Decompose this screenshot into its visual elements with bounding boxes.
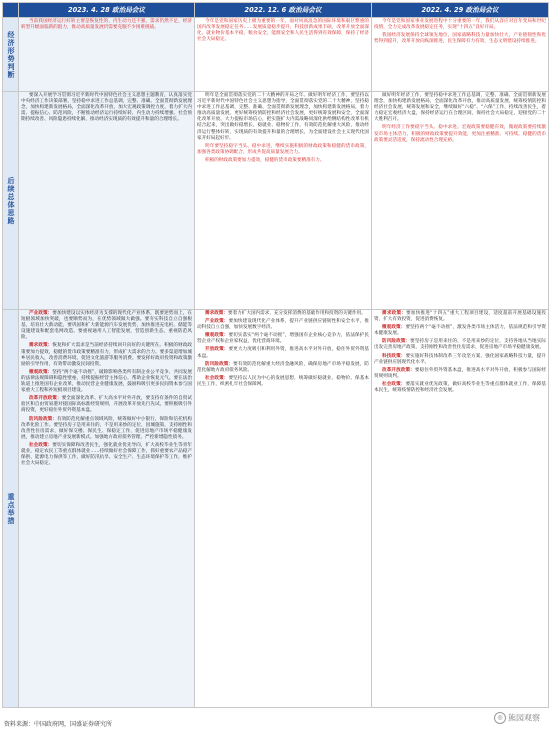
paragraph-text: 要切实保障和改善民生，强化就业优先导向，扩大高校毕业生等青年就业，稳定农民工等重点群体就业……持续做好社会保障工作，抓好重要农产品稳产保供、能源电力保供等工作，做好防汛抗旱、安全生产、生态环境保护等工作，维护社会大局稳定。 [21, 442, 192, 467]
paragraph-text: 当前我国经济运行好转主要是恢复性的，内生动力还不强，需求仍然不足，经济转型升级面临新的阻力，推动高质量发展仍需要克服不少困难挑战。 [21, 19, 192, 31]
paragraph-text: 积极的财政政策要加力提效，稳健的货币政策要精准有力。 [205, 157, 325, 163]
paragraph-text: 要深入开展学习贯彻习近平新时代中国特色社会主义思想主题教育，认真落实党中央经济工作决策部署，坚持稳中求进工作总基调，完整、准确、全面贯彻新发展理念，加快构建新发展格局，全面深化改革开放，加大宏观政策调控力度，着力扩大内需、提振信心、防范风险，不断推动经济运行持续好转、内生动力持续增强、社会预期持续改善、风险隐患持续化解，推动经济实现质的有效提升和量的合理增长。 [21, 93, 192, 123]
watermark [494, 712, 540, 724]
policy-label: 需求政策： [29, 343, 53, 349]
policy-label: 防风险政策： [382, 339, 411, 345]
paragraph-text: 我国经济发展保持全球领先地位，国家战略科技力量加快壮大，产业链韧性和优势得到提升，改革开放向纵深推进，民生保障有力有效，生态文明建设持续推进。 [374, 33, 546, 45]
paragraph-text: 恢复和扩大需求是当前经济持续回升向好的关键所在。积极的财政政策要加力提效，稳健的货币政策要精准有力，形成扩大需求的合力。要多渠道增加城乡居民收入，改善消费环境，促进文化旅游等服务消费。要发挥好政府投资和政策激励的引导作用，有效带动激发民间投资。 [21, 343, 192, 367]
paragraph [374, 19, 546, 31]
paragraph [197, 376, 369, 388]
paragraph-text: 今年是党和国家事业发展进程中十分重要的一年，我们从容应对百年变局和世纪疫情，全力完成改革发展稳定任务，实现“十四五”良好开局。 [374, 19, 546, 31]
wechat-logo-icon: ◎ [494, 712, 506, 724]
policy-label: 需求政策： [382, 311, 407, 316]
paragraph-text: 要加快推进“十四五”重大工程项目建设，适度超前开展基础设施投资，扩大有效投资，促进消费恢复。 [374, 311, 546, 323]
paragraph [374, 354, 546, 366]
paragraph [374, 125, 546, 143]
cell-c3 [372, 18, 549, 92]
source-note: 资料来源：中国政府网，国盛证券研究所 [4, 721, 113, 728]
table-row [3, 92, 549, 310]
policy-label: 改革开放政策： [29, 396, 62, 402]
comparison-table [2, 2, 549, 708]
table-body [3, 18, 549, 708]
paragraph [197, 333, 369, 345]
header-col-2022-12-06: 2022. 12. 6 政治局会议 [195, 3, 372, 18]
paragraph-text: 明年是全面贯彻落实党的二十大精神的开局之年。做好明年经济工作，要坚持以习近平新时代中国特色社会主义思想为指导，全面贯彻落实党的二十大精神，坚持稳中求进工作总基调，完整、准确、全面贯彻新发展理念，加快构建新发展格局，着力推动高质量发展，更好统筹疫情防控和经济社会发展，更好统筹发展和安全，全面深化改革开放，大力提振市场信心，把实施扩大内需战略同深化供给侧结构性改革有机结合起来，突出做好稳增长、稳就业、稳物价工作，有效防范化解重大风险，推动经济运行整体好转，实现质的有效提升和量的合理增长，为全面建设社会主义现代化国家开好局起好步。 [197, 93, 369, 141]
policy-label: 产业政策： [205, 319, 229, 325]
cell-c2 [195, 18, 372, 92]
paragraph-text: 要全面深化改革、扩大高水平对外开放，要支持有条件的自贸试验区和自由贸易港对接国际高标准经贸规则，开展改革开放先行先试。要积极吸引外商投资，更好稳住外贸外资基本盘。 [21, 396, 192, 414]
policy-label: 防风险政策： [29, 416, 57, 422]
header-col-2023-04-28: 2023. 4. 28 政治局会议 [19, 3, 195, 18]
paragraph [374, 339, 546, 351]
paragraph-text: 今年是党和国家历史上极为重要的一年，面对风高浪急的国际环境和艰巨繁重的国内改革发展稳定任务……发展质量稳步提升，科技创新成果丰硕，改革开放全面深化，就业物价基本平稳，粮食安全、能源安全和人民生活得到有效保障，保持了经济社会大局稳定。 [197, 19, 369, 43]
table-row [3, 310, 549, 708]
row-category: 重点举措 [3, 310, 19, 708]
paragraph-text: 要更大力度吸引和利用外资，推进高水平对外开放，稳住外贸外资基本盘。 [197, 347, 369, 359]
policy-label: 社会政策： [382, 381, 406, 387]
paragraph-text: 要实施好科技体制改革三年攻坚方案，强化国家战略科技力量，提升产业链供应链现代化水平。 [374, 353, 546, 365]
paragraph-text: 明年要坚持稳字当头、稳中求进，继续实施积极的财政政策和稳健的货币政策，加强各类政策协调配合，形成共促高质量发展合力。 [197, 143, 369, 155]
paragraph-text: 坚持“两个毫不动摇”，破除影响各类所有制企业公平竞争、共同发展的法律法规障碍和隐性壁垒，持续提振经营主体信心，帮助企业恢复元气。要在法治轨道上推进国有企业改革，推动民营企业健康发展，鼓励和吸引更多民间资本参与国家重大工程和补短板项目建设。 [21, 369, 192, 394]
paragraph [197, 319, 369, 331]
paragraph [197, 158, 369, 164]
cell-c1 [19, 310, 195, 708]
paragraph [374, 368, 546, 380]
policy-label: 防风险政策： [205, 361, 234, 367]
paragraph-text: 明年经济工作要稳字当头、稳中求进。宏观政策要稳健有效，微观政策要持续激发市场主体活力。积极的财政政策要提升效能，更加注重精准、可持续。稳健的货币政策要灵活适度，保持流动性合理充裕。 [374, 125, 546, 143]
policy-label: 社会政策： [29, 442, 53, 448]
policy-label: 科技政策： [382, 353, 406, 359]
paragraph [21, 311, 192, 341]
policy-label: 需求政策： [205, 311, 228, 316]
paragraph-text: 要坚持两个“毫不动摇”，激发各类市场主体活力，依法规范和引导资本健康发展。 [374, 325, 546, 337]
header-row [3, 3, 549, 18]
policy-label: 微观政策： [205, 333, 229, 339]
cell-c1 [19, 92, 195, 310]
table-row [3, 18, 549, 92]
row-category: 经济形势判断 [3, 18, 19, 92]
cell-c2 [195, 92, 372, 310]
paragraph-text: 要坚持以人民为中心的发展思想，统筹做好稳就业、稳物价、保基本民生工作，织密扎牢社会保障网。 [197, 375, 369, 387]
paragraph [374, 311, 546, 323]
paragraph-text: 要加快建设以实体经济为支撑的现代化产业体系，既要逆势而上，在短板领域加快突破，也要顺势而为，在优势领域做大做强。要夯实科技自立自强根基，培育壮大新动能。要巩固和扩大新能源汽车发展优势，加快推进充电桩、储能等设施建设和配套电网改造。要重视通用人工智能发展，营造创新生态，重视防范风险。 [21, 311, 192, 341]
paragraph [197, 19, 369, 43]
policy-label: 产业政策： [29, 311, 53, 316]
paragraph-text: 要落实就业优先政策，做好高校毕业生等重点群体就业工作，保障基本民生，统筹疫情防控和经济社会发展。 [374, 381, 546, 394]
header-corner [3, 3, 19, 18]
paragraph [197, 144, 369, 156]
paragraph [21, 370, 192, 394]
paragraph [21, 93, 192, 123]
policy-label: 微观政策： [29, 369, 53, 375]
paragraph-text: 要稳住外贸外资基本盘，推进高水平对外开放，积极参与国际经贸规则谈判。 [374, 367, 546, 379]
policy-label: 社会政策： [205, 375, 229, 381]
watermark-text: 熊园观察 [508, 713, 540, 723]
policy-label: 开放政策： [205, 347, 229, 353]
paragraph-text: 要加快建设现代化产业体系，提升产业链供应链韧性和安全水平，推动科技自立自强，加快发展数字经济。 [197, 319, 369, 331]
paragraph [374, 33, 546, 45]
paragraph [21, 417, 192, 441]
policy-label: 改革开放政策： [382, 367, 415, 373]
paragraph [374, 325, 546, 337]
paragraph-text: 要切实落实“两个毫不动摇”，增强国有企业核心竞争力，依法保护民营企业产权和企业家权益，优化营商环境。 [197, 333, 369, 345]
paragraph [197, 93, 369, 142]
paragraph [374, 382, 546, 394]
paragraph [21, 343, 192, 367]
paragraph [197, 362, 369, 374]
paragraph [197, 347, 369, 359]
cell-c3 [372, 92, 549, 310]
cell-c3 [372, 310, 549, 708]
paragraph-text: 要着力扩大国内需求，充分发挥消费的基础作用和投资的关键作用。 [227, 311, 366, 316]
policy-label: 微观政策： [382, 325, 406, 331]
paragraph [374, 93, 546, 123]
paragraph-text: 要坚持房子是用来住的、不是用来炒的定位，支持各地从当地实际出发完善房地产政策，支持刚性和改善性住房需求，促进房地产市场平稳健康发展。 [374, 339, 546, 351]
row-category: 后续总体思路 [3, 92, 19, 310]
header-col-2022-04-29: 2022. 4. 29 政治局会议 [372, 3, 549, 18]
cell-c2 [195, 310, 372, 708]
paragraph [21, 19, 192, 31]
paragraph-text: 有效防范化解重点领域风险，统筹做好中小银行、保险和信托机构改革化险工作。要坚持房子是用来住的、不是用来炒的定位，因城施策，支持刚性和改善性住房需求，做好保交楼、保民生、保稳定工作，促进房地产市场平稳健康发展，推动建立房地产业发展新模式。加强地方政府债务管理，严控新增隐性债务。 [21, 416, 192, 440]
paragraph [197, 311, 369, 317]
paragraph-text: 做好明年经济工作，要坚持稳中求进工作总基调，完整、准确、全面贯彻新发展理念，加快构建新发展格局，全面深化改革开放，推动高质量发展，统筹疫情防控和经济社会发展，统筹发展和安全，继续做好“六稳”、“六保”工作，持续改善民生，着力稳定宏观经济大盘，保持经济运行在合理区间，保持社会大局稳定，迎接党的二十大胜利召开。 [374, 93, 546, 123]
paragraph [21, 443, 192, 467]
paragraph [21, 396, 192, 414]
cell-c1 [19, 18, 195, 92]
paragraph-text: 要有效防范化解重大经济金融风险，确保房地产市场平稳发展，防范化解地方政府债务风险。 [197, 361, 369, 373]
